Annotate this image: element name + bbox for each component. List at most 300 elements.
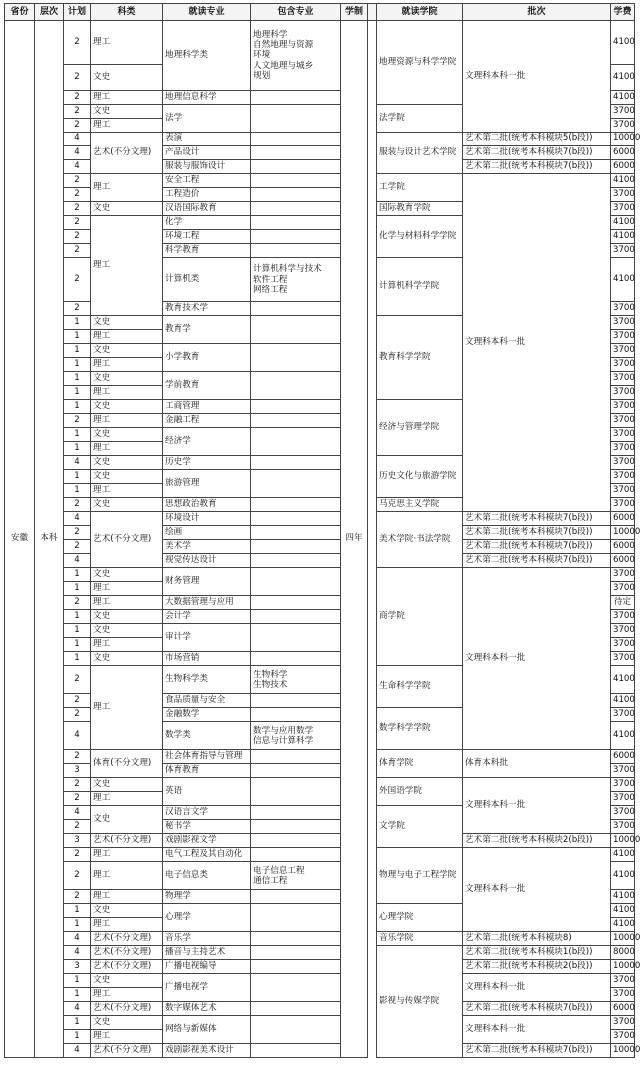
header-college: 就读学院 [377, 4, 463, 21]
fee-cell: 3700 [611, 470, 635, 484]
category-cell: 艺术(不分文理) [91, 512, 163, 568]
batch-cell: 艺术第二批(统考本科模块7(b段)) [463, 554, 611, 568]
major-cell: 电气工程及其自动化 [163, 848, 251, 862]
fee-cell: 3700 [611, 302, 635, 316]
included-majors-cell [251, 1016, 341, 1044]
gap-cell [368, 21, 377, 1058]
major-cell: 表演 [163, 133, 251, 146]
included-majors-cell [251, 778, 341, 806]
fee-cell: 4100 [611, 91, 635, 105]
plan-cell: 4 [64, 1044, 91, 1058]
major-cell: 广播电视学 [163, 974, 251, 1002]
fee-cell: 6000 [611, 540, 635, 554]
category-cell: 文史 [91, 316, 163, 330]
included-majors-cell [251, 188, 341, 202]
major-cell: 视觉传达设计 [163, 554, 251, 568]
college-cell: 影视与传媒学院 [377, 946, 463, 1058]
fee-cell: 3700 [611, 1016, 635, 1030]
header-gap [368, 4, 377, 21]
major-cell: 经济学 [163, 428, 251, 456]
duration-cell: 四年 [341, 21, 368, 1058]
included-majors-cell: 生物科学 生物技术 [251, 666, 341, 694]
batch-cell: 文理科本科一批 [463, 848, 611, 932]
included-majors-cell [251, 694, 341, 708]
plan-cell: 4 [64, 1002, 91, 1016]
college-cell: 生命科学学院 [377, 666, 463, 708]
college-cell: 历史文化与旅游学院 [377, 456, 463, 498]
fee-cell: 3700 [611, 1030, 635, 1044]
plan-cell: 1 [64, 582, 91, 596]
included-majors-cell: 数学与应用数学 信息与计算科学 [251, 722, 341, 750]
plan-cell: 2 [64, 750, 91, 764]
fee-cell: 4100 [611, 216, 635, 230]
included-majors-cell [251, 414, 341, 428]
category-cell: 理工 [91, 666, 163, 750]
plan-cell: 2 [64, 65, 91, 91]
category-cell: 文史 [91, 498, 163, 512]
fee-cell: 3700 [611, 582, 635, 596]
plan-cell: 2 [64, 302, 91, 316]
table-row [5, 946, 635, 960]
plan-cell: 4 [64, 146, 91, 160]
major-cell: 数学类 [163, 722, 251, 750]
included-majors-cell [251, 302, 341, 316]
category-cell: 文史 [91, 568, 163, 582]
plan-cell: 2 [64, 820, 91, 834]
plan-cell: 3 [64, 960, 91, 974]
category-cell: 理工 [91, 91, 163, 105]
plan-cell: 1 [64, 470, 91, 484]
plan-cell: 4 [64, 806, 91, 820]
plan-cell: 1 [64, 638, 91, 652]
major-cell: 秘书学 [163, 820, 251, 834]
included-majors-cell [251, 160, 341, 174]
category-cell: 文史 [91, 624, 163, 638]
fee-cell: 待定 [611, 596, 635, 610]
major-cell: 金融工程 [163, 414, 251, 428]
major-cell: 历史学 [163, 456, 251, 470]
fee-cell: 3700 [611, 624, 635, 638]
plan-cell: 1 [64, 974, 91, 988]
major-cell: 环境设计 [163, 512, 251, 526]
college-cell: 物理与电子工程学院 [377, 848, 463, 904]
included-majors-cell [251, 174, 341, 188]
table-row [5, 750, 635, 764]
fee-cell: 4100 [611, 722, 635, 750]
included-majors-cell [251, 105, 341, 133]
fee-cell: 3700 [611, 652, 635, 666]
included-majors-cell [251, 624, 341, 652]
fee-cell: 6000 [611, 146, 635, 160]
plan-cell: 2 [64, 230, 91, 244]
admission-plan-table [4, 3, 640, 1058]
batch-cell: 艺术第二批(统考本科模块8) [463, 932, 611, 946]
batch-cell: 文理科本科一批 [463, 778, 611, 834]
fee-cell: 3700 [611, 330, 635, 344]
category-cell: 艺术(不分文理) [91, 932, 163, 946]
college-cell: 文学院 [377, 806, 463, 848]
category-cell: 艺术(不分文理) [91, 133, 163, 174]
college-cell: 服装与设计艺术学院 [377, 133, 463, 174]
category-cell: 理工 [91, 386, 163, 400]
included-majors-cell [251, 554, 341, 568]
category-cell: 理工 [91, 638, 163, 652]
major-cell: 教育技术学 [163, 302, 251, 316]
fee-cell: 4100 [611, 230, 635, 244]
included-majors-cell [251, 708, 341, 722]
plan-cell: 2 [64, 526, 91, 540]
major-cell: 财务管理 [163, 568, 251, 596]
fee-cell: 3700 [611, 414, 635, 428]
included-majors-cell [251, 244, 341, 258]
college-cell: 经济与管理学院 [377, 400, 463, 456]
category-cell: 理工 [91, 484, 163, 498]
header-province: 省份 [5, 4, 35, 21]
category-cell: 文史 [91, 470, 163, 484]
plan-cell: 2 [64, 540, 91, 554]
plan-cell: 1 [64, 568, 91, 582]
batch-cell: 文理科本科一批 [463, 974, 611, 1002]
included-majors-cell [251, 1002, 341, 1016]
college-cell: 外国语学院 [377, 778, 463, 806]
included-majors-cell [251, 932, 341, 946]
plan-cell: 4 [64, 133, 91, 146]
major-cell: 金融数学 [163, 708, 251, 722]
batch-cell: 艺术第二批(统考本科模块1(b段)) [463, 946, 611, 960]
table-row [5, 21, 635, 65]
major-cell: 审计学 [163, 624, 251, 652]
plan-cell: 2 [64, 498, 91, 512]
major-cell: 科学教育 [163, 244, 251, 258]
fee-cell: 4100 [611, 258, 635, 302]
category-cell: 艺术(不分文理) [91, 946, 163, 960]
plan-cell: 1 [64, 610, 91, 624]
plan-cell: 2 [64, 244, 91, 258]
plan-cell: 2 [64, 21, 91, 65]
batch-cell: 艺术第二批(统考本科模块2(b段)) [463, 834, 611, 848]
batch-cell: 体育本科批 [463, 750, 611, 778]
plan-cell: 4 [64, 456, 91, 470]
table-row [5, 1002, 635, 1016]
plan-cell: 2 [64, 202, 91, 216]
plan-cell: 1 [64, 442, 91, 456]
category-cell: 文史 [91, 904, 163, 918]
major-cell: 网络与新媒体 [163, 1016, 251, 1044]
college-cell: 美术学院·书法学院 [377, 512, 463, 568]
category-cell: 文史 [91, 778, 163, 792]
table-row [5, 174, 635, 188]
fee-cell: 4100 [611, 65, 635, 91]
batch-cell: 艺术第二批(统考本科模块7(b段)) [463, 1002, 611, 1016]
fee-cell: 4100 [611, 848, 635, 862]
fee-cell: 4100 [611, 174, 635, 188]
fee-cell: 4100 [611, 666, 635, 694]
included-majors-cell [251, 890, 341, 904]
college-cell: 数学科学学院 [377, 708, 463, 750]
college-cell: 马克思主义学院 [377, 498, 463, 512]
batch-cell: 文理科本科一批 [463, 1016, 611, 1044]
plan-cell: 2 [64, 792, 91, 806]
category-cell: 理工 [91, 988, 163, 1002]
major-cell: 数字媒体艺术 [163, 1002, 251, 1016]
header-batch: 批次 [463, 4, 611, 21]
included-majors-cell: 电子信息工程 通信工程 [251, 862, 341, 890]
table-row [5, 834, 635, 848]
fee-cell: 6000 [611, 512, 635, 526]
table-row [5, 932, 635, 946]
category-cell: 文史 [91, 652, 163, 666]
plan-cell: 2 [64, 105, 91, 119]
plan-cell: 1 [64, 344, 91, 358]
included-majors-cell [251, 568, 341, 596]
category-cell: 文史 [91, 202, 163, 216]
category-cell: 艺术(不分文理) [91, 960, 163, 974]
batch-cell: 艺术第二批(统考本科模块2(b段)) [463, 960, 611, 974]
fee-cell: 3700 [611, 344, 635, 358]
included-majors-cell [251, 400, 341, 414]
plan-cell: 4 [64, 946, 91, 960]
plan-cell: 4 [64, 512, 91, 526]
category-cell: 理工 [91, 848, 163, 862]
major-cell: 地理科学类 [163, 21, 251, 91]
included-majors-cell [251, 750, 341, 764]
category-cell: 理工 [91, 862, 163, 890]
category-cell: 文史 [91, 610, 163, 624]
category-cell: 理工 [91, 21, 163, 65]
fee-cell: 10000 [611, 932, 635, 946]
category-cell: 理工 [91, 119, 163, 133]
fee-cell: 6000 [611, 1002, 635, 1016]
fee-cell: 4100 [611, 862, 635, 890]
plan-cell: 1 [64, 400, 91, 414]
fee-cell: 3700 [611, 792, 635, 806]
fee-cell: 10000 [611, 834, 635, 848]
fee-cell: 3700 [611, 400, 635, 414]
province-cell: 安徽 [5, 21, 35, 1058]
included-majors-cell [251, 146, 341, 160]
fee-cell: 3700 [611, 778, 635, 792]
plan-cell: 1 [64, 988, 91, 1002]
fee-cell: 3700 [611, 988, 635, 1002]
table-row [5, 1016, 635, 1030]
included-majors-cell [251, 470, 341, 498]
major-cell: 产品设计 [163, 146, 251, 160]
plan-cell: 2 [64, 666, 91, 694]
major-cell: 体育教育 [163, 764, 251, 778]
plan-cell: 2 [64, 216, 91, 230]
included-majors-cell [251, 316, 341, 344]
fee-cell: 6000 [611, 554, 635, 568]
fee-cell: 4100 [611, 21, 635, 65]
included-majors-cell [251, 596, 341, 610]
major-cell: 学前教育 [163, 372, 251, 400]
plan-cell: 4 [64, 722, 91, 750]
major-cell: 小学教育 [163, 344, 251, 372]
fee-cell: 10000 [611, 133, 635, 146]
major-cell: 工程造价 [163, 188, 251, 202]
batch-cell: 艺术第二批(统考本科模块5(b段)) [463, 133, 611, 146]
fee-cell: 3700 [611, 119, 635, 133]
plan-cell: 2 [64, 414, 91, 428]
fee-cell: 3700 [611, 820, 635, 834]
table-row [5, 848, 635, 862]
major-cell: 戏剧影视美术设计 [163, 1044, 251, 1058]
college-cell: 教育科学学院 [377, 316, 463, 400]
plan-cell: 4 [64, 160, 91, 174]
college-cell: 地理资源与科学学院 [377, 21, 463, 105]
plan-cell: 2 [64, 258, 91, 302]
level-cell: 本科 [35, 21, 64, 1058]
table-row [5, 778, 635, 792]
plan-cell: 1 [64, 918, 91, 932]
fee-cell: 3700 [611, 202, 635, 216]
included-majors-cell [251, 512, 341, 526]
included-majors-cell [251, 526, 341, 540]
plan-cell: 2 [64, 694, 91, 708]
plan-cell: 1 [64, 372, 91, 386]
fee-cell: 6000 [611, 160, 635, 174]
plan-cell: 1 [64, 1030, 91, 1044]
category-cell: 文史 [91, 105, 163, 119]
batch-cell: 艺术第二批(统考本科模块7(b段)) [463, 540, 611, 554]
category-cell: 文史 [91, 1016, 163, 1030]
plan-cell: 2 [64, 708, 91, 722]
category-cell: 艺术(不分文理) [91, 1002, 163, 1016]
plan-cell: 1 [64, 358, 91, 372]
included-majors-cell [251, 344, 341, 372]
category-cell: 文史 [91, 428, 163, 442]
included-majors-cell [251, 91, 341, 105]
category-cell: 文史 [91, 65, 163, 91]
fee-cell: 3700 [611, 974, 635, 988]
header-major: 就读专业 [163, 4, 251, 21]
plan-cell: 1 [64, 484, 91, 498]
category-cell: 文史 [91, 344, 163, 358]
fee-cell: 3700 [611, 244, 635, 258]
table-row [5, 974, 635, 988]
major-cell: 安全工程 [163, 174, 251, 188]
header-included-majors: 包含专业 [251, 4, 341, 21]
table-row [5, 960, 635, 974]
batch-cell: 文理科本科一批 [463, 568, 611, 750]
table-row [5, 568, 635, 582]
table-row [5, 1044, 635, 1058]
category-cell: 理工 [91, 414, 163, 428]
college-cell: 化学与材料科学学院 [377, 216, 463, 258]
plan-cell: 2 [64, 596, 91, 610]
college-cell: 国际教育学院 [377, 202, 463, 216]
fee-cell: 8000 [611, 946, 635, 960]
major-cell: 工商管理 [163, 400, 251, 414]
category-cell: 理工 [91, 890, 163, 904]
major-cell: 广播电视编导 [163, 960, 251, 974]
fee-cell: 3700 [611, 188, 635, 202]
included-majors-cell: 地理科学 自然地理与资源 环境 人文地理与城乡 规划 [251, 21, 341, 91]
category-cell: 文史 [91, 974, 163, 988]
major-cell: 英语 [163, 778, 251, 806]
major-cell: 大数据管理与应用 [163, 596, 251, 610]
major-cell: 播音与主持艺术 [163, 946, 251, 960]
header-row [5, 4, 635, 21]
fee-cell: 3700 [611, 568, 635, 582]
major-cell: 旅游管理 [163, 470, 251, 498]
included-majors-cell [251, 974, 341, 1002]
included-majors-cell [251, 1044, 341, 1058]
major-cell: 戏剧影视文学 [163, 834, 251, 848]
plan-cell: 4 [64, 932, 91, 946]
fee-cell: 3700 [611, 708, 635, 722]
included-majors-cell [251, 498, 341, 512]
fee-cell: 10000 [611, 1044, 635, 1058]
included-majors-cell [251, 610, 341, 624]
major-cell: 服装与服饰设计 [163, 160, 251, 174]
major-cell: 美术学 [163, 540, 251, 554]
major-cell: 生物科学类 [163, 666, 251, 694]
college-cell: 法学院 [377, 105, 463, 133]
batch-cell: 艺术第二批(统考本科模块7(b段)) [463, 160, 611, 174]
major-cell: 会计学 [163, 610, 251, 624]
major-cell: 环境工程 [163, 230, 251, 244]
included-majors-cell [251, 133, 341, 146]
fee-cell: 3700 [611, 610, 635, 624]
college-cell: 音乐学院 [377, 932, 463, 946]
plan-cell: 2 [64, 862, 91, 890]
major-cell: 法学 [163, 105, 251, 133]
plan-cell: 1 [64, 652, 91, 666]
header-duration: 学制 [341, 4, 368, 21]
batch-cell: 文理科本科一批 [463, 174, 611, 512]
plan-cell: 2 [64, 174, 91, 188]
major-cell: 市场营销 [163, 652, 251, 666]
category-cell: 文史 [91, 372, 163, 386]
major-cell: 社会体育指导与管理 [163, 750, 251, 764]
included-majors-cell [251, 202, 341, 216]
category-cell: 文史 [91, 806, 163, 834]
fee-cell: 3700 [611, 316, 635, 330]
category-cell: 艺术(不分文理) [91, 1044, 163, 1058]
table-row [5, 133, 635, 146]
major-cell: 绘画 [163, 526, 251, 540]
fee-cell: 10000 [611, 526, 635, 540]
category-cell: 文史 [91, 400, 163, 414]
fee-cell: 3700 [611, 428, 635, 442]
included-majors-cell [251, 540, 341, 554]
plan-cell: 1 [64, 428, 91, 442]
plan-cell: 2 [64, 848, 91, 862]
major-cell: 汉语言文学 [163, 806, 251, 820]
college-cell: 计算机科学学院 [377, 258, 463, 316]
college-cell: 商学院 [377, 568, 463, 666]
header-level: 层次 [35, 4, 64, 21]
included-majors-cell [251, 848, 341, 862]
fee-cell: 6000 [611, 750, 635, 764]
plan-cell: 2 [64, 890, 91, 904]
table-row [5, 512, 635, 526]
plan-cell: 4 [64, 554, 91, 568]
header-fee: 学费 [611, 4, 635, 21]
category-cell: 理工 [91, 596, 163, 610]
fee-cell: 3700 [611, 806, 635, 820]
batch-cell: 艺术第二批(统考本科模块7(b段)) [463, 512, 611, 526]
fee-cell: 4100 [611, 890, 635, 904]
fee-cell: 3700 [611, 442, 635, 456]
header-plan: 计划 [64, 4, 91, 21]
major-cell: 化学 [163, 216, 251, 230]
fee-cell: 3700 [611, 105, 635, 119]
category-cell: 理工 [91, 358, 163, 372]
category-cell: 理工 [91, 792, 163, 806]
fee-cell: 4100 [611, 694, 635, 708]
